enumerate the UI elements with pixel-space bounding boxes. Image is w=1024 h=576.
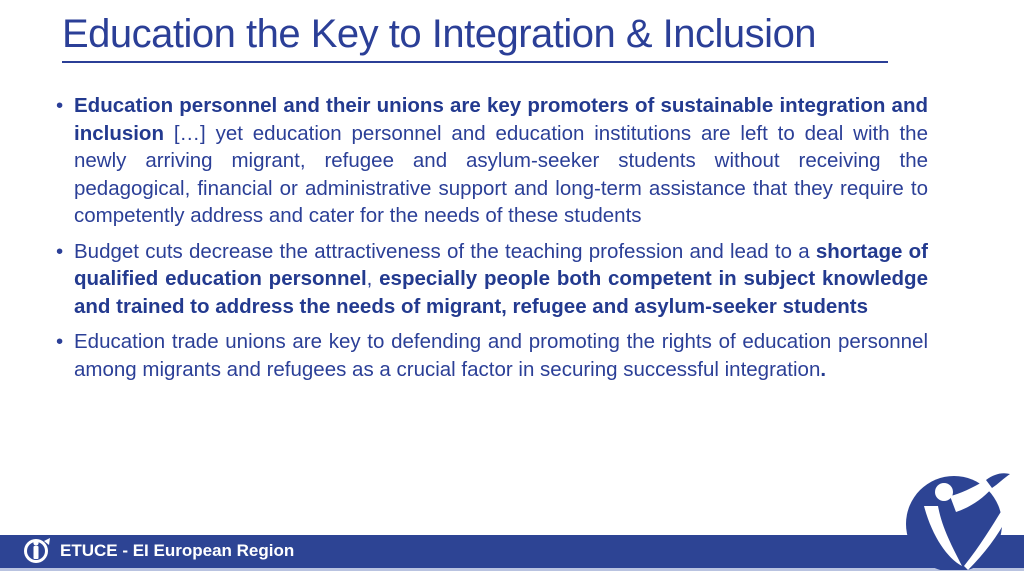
bullet-bold-lead: Education personnel and their unions are key promoters of sustainable integration and inclusion bbox=[74, 94, 928, 145]
etuce-logo-icon bbox=[22, 537, 52, 565]
title-underline bbox=[62, 61, 888, 63]
bullet-item bbox=[52, 328, 928, 383]
bullet-text: […] yet education personnel and education institutions are left to deal with the newly arriving migrant, refugee and asylum-seeker students without receiving the pedagogical, financial or administrative support and long-term assistance that they require to competently address and cater for the needs of these students bbox=[74, 121, 928, 227]
bullet-separator: , bbox=[366, 267, 380, 290]
bullet-text: Budget cuts decrease the attractiveness of the teaching profession and lead to a bbox=[74, 239, 816, 263]
bullet-bold-phrase: shortage of qualified education personnel bbox=[74, 239, 929, 290]
bullet-end-period: . bbox=[820, 357, 827, 381]
slide-title: Education the Key to Integration & Inclusion bbox=[62, 12, 817, 56]
bullet-list bbox=[52, 92, 928, 391]
bullet-bold-phrase: especially people both competent in subject knowledge and trained to address the needs of migrant, refugee and asylum-seeker students bbox=[74, 267, 928, 318]
bullet-item bbox=[52, 238, 928, 321]
bullet-item bbox=[52, 92, 928, 230]
ei-emblem-icon bbox=[902, 466, 1012, 570]
footer-org-label: ETUCE - EI European Region bbox=[60, 541, 295, 560]
bullet-text: Education trade unions are key to defending and promoting the rights of education personnel among migrants and refugees as a crucial factor in securing successful integration bbox=[74, 330, 928, 381]
footer-accent-line bbox=[0, 568, 1024, 571]
